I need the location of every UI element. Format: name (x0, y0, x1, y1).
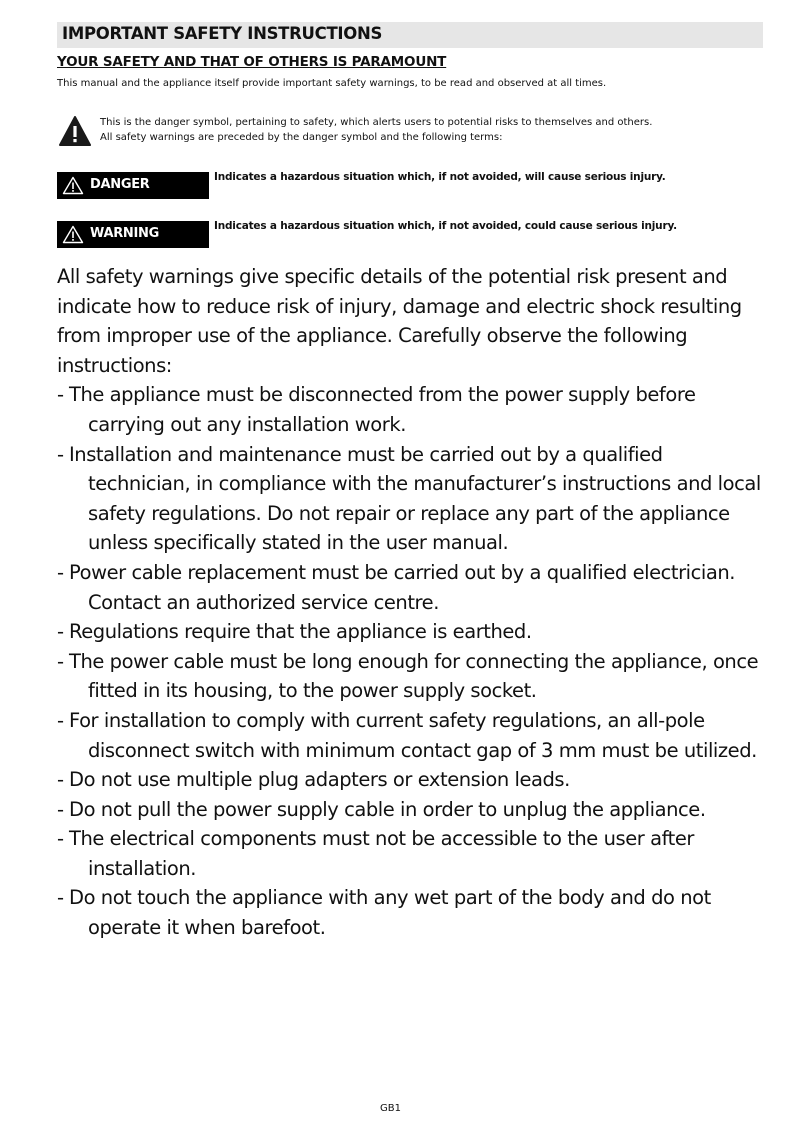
danger-symbol-line-2: All safety warnings are preceded by the danger symbol and the following terms: (100, 132, 503, 143)
list-item-text: Do not pull the power supply cable in order to unplug the appliance. (69, 797, 706, 821)
bullet-dash: - (57, 886, 64, 910)
bullet-dash: - (57, 768, 64, 792)
bullet-dash: - (57, 708, 64, 732)
bullet-dash: - (57, 649, 64, 673)
list-item-text: Do not touch the appliance with any wet part of the body and do not operate it when barefoot. (69, 886, 711, 940)
intro-text: This manual and the appliance itself provide important safety warnings, to be read and observed at all times. (57, 78, 607, 89)
bullet-dash: - (57, 827, 64, 851)
bullet-dash: - (57, 442, 64, 466)
list-item (57, 440, 763, 558)
list-item-text: Installation and maintenance must be carried out by a qualified technician, in compliance with the manufacturer’s instructions and local safety regulations. Do not repair or replace any part of the appliance unless specifically stated in the user manual. (69, 442, 761, 555)
list-item-text: For installation to comply with current safety regulations, an all-pole disconnect switch with minimum contact gap of 3 mm must be utilized. (69, 708, 757, 762)
warning-description: Indicates a hazardous situation which, if not avoided, could cause serious injury. (214, 220, 677, 232)
danger-label-box (57, 172, 209, 199)
warning-label: WARNING (90, 226, 159, 241)
page-number: GB1 (380, 1103, 401, 1114)
list-item-text: Regulations require that the appliance is earthed. (69, 620, 532, 644)
section-subtitle: YOUR SAFETY AND THAT OF OTHERS IS PARAMOUNT (57, 54, 447, 70)
list-item (57, 824, 763, 883)
list-item (57, 706, 763, 765)
list-item (57, 558, 763, 617)
bullet-dash: - (57, 620, 64, 644)
title-bar (57, 22, 763, 48)
warning-triangle-icon (62, 225, 84, 244)
instructions-body (57, 262, 763, 943)
list-item-text: The appliance must be disconnected from the power supply before carrying out any installation work. (69, 383, 696, 436)
list-item (57, 647, 763, 706)
list-item (57, 765, 763, 795)
warning-label-box (57, 221, 209, 248)
list-item-text: The electrical components must not be accessible to the user after installation. (69, 827, 694, 880)
page-title: IMPORTANT SAFETY INSTRUCTIONS (62, 24, 383, 43)
list-item (57, 795, 763, 825)
list-item (57, 883, 763, 942)
list-item (57, 380, 763, 439)
danger-description: Indicates a hazardous situation which, if not avoided, will cause serious injury. (214, 171, 666, 183)
instruction-list (57, 380, 763, 942)
danger-symbol-line-1: This is the danger symbol, pertaining to safety, which alerts users to potential risks to themselves and others. (100, 117, 653, 128)
list-item-text: The power cable must be long enough for connecting the appliance, once fitted in its housing, to the power supply socket. (69, 649, 759, 703)
danger-symbol-explanation (100, 115, 652, 145)
bullet-dash: - (57, 797, 64, 821)
warning-triangle-icon (62, 176, 84, 195)
list-item (57, 617, 763, 647)
warning-triangle-icon (58, 115, 92, 147)
list-item-text: Do not use multiple plug adapters or extension leads. (69, 768, 570, 792)
bullet-dash: - (57, 383, 64, 407)
bullet-dash: - (57, 560, 64, 584)
list-item-text: Power cable replacement must be carried out by a qualified electrician. Contact an authorized service centre. (69, 560, 736, 614)
safety-paragraph: All safety warnings give specific details of the potential risk present and indicate how to reduce risk of injury, damage and electric shock resulting from improper use of the appliance. Carefully observe the following instructions: (57, 265, 742, 377)
danger-label: DANGER (90, 177, 150, 192)
